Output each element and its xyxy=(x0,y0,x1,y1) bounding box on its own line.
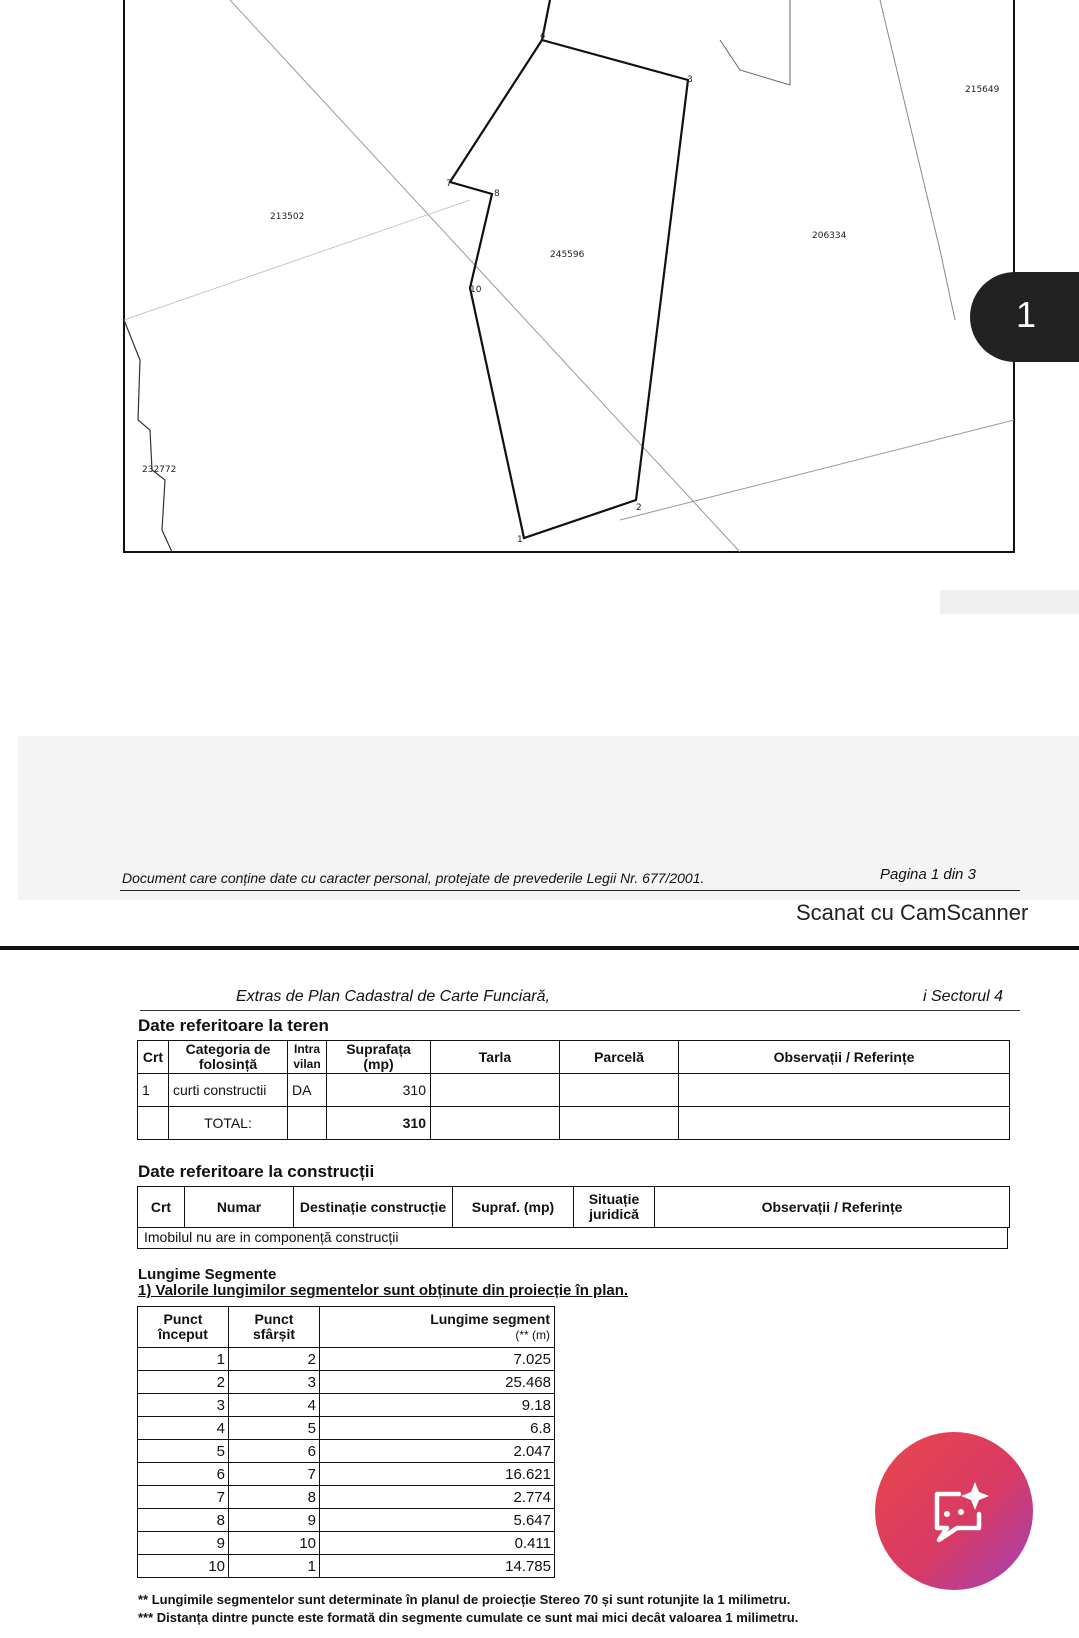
cell-obs xyxy=(679,1074,1010,1107)
cell-area: 310 xyxy=(327,1074,431,1107)
cell-crt: 1 xyxy=(138,1074,169,1107)
point-label: 2 xyxy=(636,503,642,513)
sector-label: i Sectorul 4 xyxy=(923,988,1004,1005)
table-row xyxy=(138,1509,555,1532)
parcel-number-right: 206334 xyxy=(812,231,847,241)
scanner-watermark: Scanat cu CamScanner xyxy=(796,900,1029,925)
constructions-table xyxy=(137,1186,1010,1228)
page-label: Pagina 1 din 3 xyxy=(880,866,976,883)
cell-segment-length: 5.647 xyxy=(320,1509,555,1532)
cell-segment-length: 9.18 xyxy=(320,1394,555,1417)
cell-start-point: 6 xyxy=(138,1463,229,1486)
col-header: Situație juridică xyxy=(574,1187,655,1228)
cell-start-point: 2 xyxy=(138,1371,229,1394)
cell-segment-length: 2.774 xyxy=(320,1486,555,1509)
parcel-number-top-right: 215649 xyxy=(965,85,1000,95)
cell-start-point: 7 xyxy=(138,1486,229,1509)
parcel-number-main: 245596 xyxy=(550,250,585,260)
table-total-row xyxy=(138,1107,1010,1140)
constructions-heading: Date referitoare la construcții xyxy=(138,1162,375,1181)
page-separator xyxy=(0,946,1079,950)
constructions-note: Imobilul nu are in componență construcții xyxy=(137,1227,1008,1249)
col-header: Destinație construcție xyxy=(294,1187,453,1228)
neighbour-parcel-top xyxy=(720,0,790,85)
col-header: Categoria de folosință xyxy=(169,1041,288,1074)
point-label: 7 xyxy=(446,179,452,189)
table-row xyxy=(138,1074,1010,1107)
col-header: Observații / Referințe xyxy=(655,1187,1010,1228)
cell-intravilan: DA xyxy=(288,1074,327,1107)
table-row xyxy=(138,1371,555,1394)
cell-end-point: 4 xyxy=(229,1394,320,1417)
cell-end-point: 10 xyxy=(229,1532,320,1555)
col-header: Observații / Referințe xyxy=(679,1041,1010,1074)
land-table xyxy=(137,1040,1010,1140)
cell-start-point: 9 xyxy=(138,1532,229,1555)
neighbour-parcel-bottom-left xyxy=(124,320,172,552)
col-header: Punct început xyxy=(138,1307,229,1348)
cell-end-point: 2 xyxy=(229,1348,320,1371)
cell-start-point: 3 xyxy=(138,1394,229,1417)
cell-segment-length: 16.621 xyxy=(320,1463,555,1486)
col-header: Lungime segment (** (m) xyxy=(320,1307,555,1348)
point-label: 1 xyxy=(517,535,523,545)
cell-start-point: 4 xyxy=(138,1417,229,1440)
segments-heading: Lungime Segmente xyxy=(138,1266,277,1283)
cell-tarla xyxy=(431,1074,560,1107)
cell-category: curti constructii xyxy=(169,1074,288,1107)
cell-start-point: 8 xyxy=(138,1509,229,1532)
col-header: Crt xyxy=(138,1187,185,1228)
point-label: 3 xyxy=(687,75,693,85)
table-row xyxy=(138,1417,555,1440)
table-row xyxy=(138,1486,555,1509)
cell-parcela xyxy=(560,1074,679,1107)
col-header: Numar xyxy=(185,1187,294,1228)
boundary-line-east xyxy=(620,420,1014,520)
cell-segment-length: 6.8 xyxy=(320,1417,555,1440)
land-heading: Date referitoare la teren xyxy=(138,1016,329,1035)
table-row xyxy=(138,1348,555,1371)
map-frame xyxy=(124,0,1014,552)
privacy-notice: Document care conține date cu caracter personal, protejate de prevederile Legii Nr. 677/2001. xyxy=(122,870,705,886)
cell-segment-length: 14.785 xyxy=(320,1555,555,1578)
col-header: Intra vilan xyxy=(288,1041,327,1074)
table-header-row xyxy=(138,1307,555,1348)
table-row xyxy=(138,1532,555,1555)
col-header: Suprafața (mp) xyxy=(327,1041,431,1074)
table-row xyxy=(138,1555,555,1578)
footer-divider xyxy=(120,890,1020,891)
total-label: TOTAL: xyxy=(169,1107,288,1140)
ai-assistant-button[interactable] xyxy=(875,1432,1033,1590)
col-header: Parcelă xyxy=(560,1041,679,1074)
cell-start-point: 10 xyxy=(138,1555,229,1578)
table-row xyxy=(138,1394,555,1417)
cell-segment-length: 7.025 xyxy=(320,1348,555,1371)
col-header: Supraf. (mp) xyxy=(453,1187,574,1228)
page-number-badge: 1 xyxy=(970,272,1079,362)
cell-end-point: 8 xyxy=(229,1486,320,1509)
cell-start-point: 5 xyxy=(138,1440,229,1463)
cell-end-point: 5 xyxy=(229,1417,320,1440)
point-label: 8 xyxy=(494,189,500,199)
table-header-row xyxy=(138,1041,1010,1074)
cell-segment-length: 2.047 xyxy=(320,1440,555,1463)
col-header: Crt xyxy=(138,1041,169,1074)
total-area: 310 xyxy=(327,1107,431,1140)
col-header: Punct sfârșit xyxy=(229,1307,320,1348)
cell-end-point: 3 xyxy=(229,1371,320,1394)
footnote-distance: *** Distanța dintre puncte este formată din segmente cumulate ce sunt mai mici decât valoarea 1 milimetru. xyxy=(138,1610,799,1625)
point-label: 4 xyxy=(540,31,546,41)
title-divider xyxy=(140,1010,1020,1011)
cell-end-point: 6 xyxy=(229,1440,320,1463)
cell-segment-length: 25.468 xyxy=(320,1371,555,1394)
table-row xyxy=(138,1440,555,1463)
document-title: Extras de Plan Cadastral de Carte Funciară, xyxy=(236,988,550,1005)
cell-segment-length: 0.411 xyxy=(320,1532,555,1555)
ai-chat-sparkle-icon xyxy=(875,1432,1033,1590)
cell-end-point: 7 xyxy=(229,1463,320,1486)
table-row xyxy=(138,1463,555,1486)
parcel-number-left: 213502 xyxy=(270,212,305,222)
cell-start-point: 1 xyxy=(138,1348,229,1371)
table-header-row xyxy=(138,1187,1010,1228)
footnote-precision: ** Lungimile segmentelor sunt determinate în planul de proiecție Stereo 70 și sunt rotunjite la 1 milimetru. xyxy=(138,1592,791,1607)
point-label: 10 xyxy=(470,285,482,295)
segments-table xyxy=(137,1306,555,1578)
cell-end-point: 9 xyxy=(229,1509,320,1532)
cell-end-point: 1 xyxy=(229,1555,320,1578)
segments-subheading: 1) Valorile lungimilor segmentelor sunt obținute din proiecție în plan. xyxy=(138,1282,629,1299)
col-header: Tarla xyxy=(431,1041,560,1074)
parcel-number-bottom-left: 232772 xyxy=(142,465,177,475)
